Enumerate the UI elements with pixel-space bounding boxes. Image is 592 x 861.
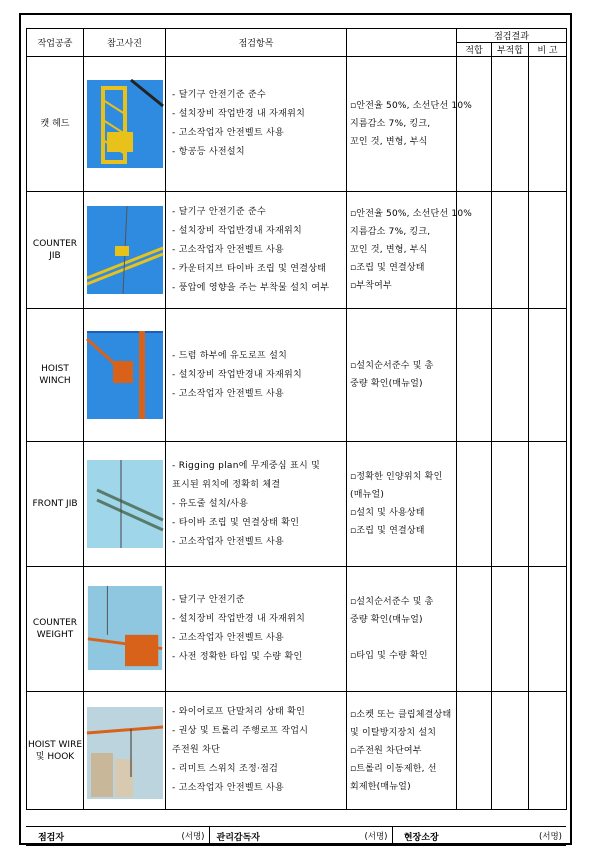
stage-cell <box>27 192 84 309</box>
check-item: - 설치장비 작업반경내 자재위치 <box>172 369 302 380</box>
stage-label: HOIST WIRE <box>27 739 83 750</box>
criteria-line: ▫주전원 차단여부 <box>350 745 422 756</box>
crane-counter-jib-photo <box>84 192 166 309</box>
criteria-line: (매뉴얼) <box>350 490 385 500</box>
supervisor-label: 관리감독자 <box>209 827 267 846</box>
inspection-row <box>27 57 567 192</box>
check-items-cell <box>166 442 347 567</box>
criteria-line: ▫설치 및 사용상태 <box>350 508 425 518</box>
inspector-label: 점검자 <box>26 827 76 846</box>
manager-sign[interactable]: (서명) <box>450 827 566 846</box>
check-item: - 타이바 조립 및 연결상태 확인 <box>172 517 300 528</box>
criteria-cell <box>347 57 473 192</box>
stage-label: FRONT JIB <box>32 499 78 509</box>
stage-cell <box>27 567 84 692</box>
check-item: - 고소작업자 안전벨트 사용 <box>172 633 284 643</box>
criteria-line: ▫소켓 또는 클립체결상태 <box>350 709 452 720</box>
check-item: - 설치장비 작업반경내 자재위치 <box>172 225 302 236</box>
supervisor-sign[interactable]: (서명) <box>267 827 392 846</box>
header-items: 점검항목 <box>166 29 347 57</box>
pass-checkbox-cell[interactable] <box>457 57 492 192</box>
fail-checkbox-cell[interactable] <box>492 309 529 442</box>
pass-checkbox-cell[interactable] <box>457 309 492 442</box>
criteria-line: ▫트롤리 이동제한, 선 <box>350 763 437 774</box>
criteria-line: 중량 확인(매뉴얼) <box>350 379 423 389</box>
pass-checkbox-cell[interactable] <box>457 442 492 567</box>
check-item: - 드럼 하부에 유도로프 설치 <box>172 350 288 361</box>
check-items-cell <box>166 57 347 192</box>
inspection-row <box>27 309 567 442</box>
check-item: - 달기구 안전기준 준수 <box>172 90 266 100</box>
inspection-row <box>27 567 567 692</box>
note-cell[interactable] <box>529 57 567 192</box>
stage-label: 캣 헤드 <box>40 119 70 129</box>
stage-cell <box>27 57 84 192</box>
inspection-row <box>27 192 567 309</box>
stage-label: COUNTER <box>32 239 78 249</box>
check-item: - 사전 정확한 타입 및 수량 확인 <box>172 652 303 662</box>
check-item: - 풍압에 영향을 주는 부착물 설치 여부 <box>172 282 330 293</box>
criteria-line: ▫타입 및 수량 확인 <box>350 651 428 661</box>
check-item: - Rigging plan에 무게중심 표시 및 <box>172 460 321 471</box>
check-item: - 설치장비 작업반경 내 자재위치 <box>172 614 306 624</box>
check-items-cell <box>166 692 347 810</box>
note-cell[interactable] <box>529 309 567 442</box>
fail-checkbox-cell[interactable] <box>492 692 529 810</box>
counter-weight-photo <box>84 567 166 692</box>
check-item: - 카운터지브 타이바 조립 및 연결상태 <box>172 263 327 274</box>
header-stage: 작업공종 <box>27 29 84 57</box>
hoist-wire-hook-photo <box>84 692 166 810</box>
header-fail: 부적합 <box>492 43 529 57</box>
criteria-line: 꼬인 것, 변형, 부식 <box>350 137 428 147</box>
inspector-sign[interactable]: (서명) <box>76 827 209 846</box>
stage-cell <box>27 442 84 567</box>
criteria-line: 중량 확인(매뉴얼) <box>350 615 423 625</box>
check-item: 주전원 차단 <box>172 745 221 755</box>
check-items-cell <box>166 567 347 692</box>
check-item: - 항공등 사전설치 <box>172 147 245 157</box>
criteria-cell <box>347 442 457 567</box>
manager-label: 현장소장 <box>392 827 450 846</box>
check-item: - 고소작업자 안전벨트 사용 <box>172 388 284 399</box>
fail-checkbox-cell[interactable] <box>492 57 529 192</box>
criteria-line: 지름감소 7%, 킹크, <box>350 227 431 237</box>
criteria-line: ▫설치순서준수 및 총 <box>350 361 434 371</box>
criteria-line: 회제한(매뉴얼) <box>350 781 411 792</box>
note-cell[interactable] <box>529 192 567 309</box>
front-jib-photo <box>84 442 166 567</box>
criteria-line: 꼬인 것, 변형, 부식 <box>350 245 428 255</box>
check-item: - 고소작업자 안전벨트 사용 <box>172 128 284 138</box>
check-item: - 와이어로프 단말처리 상태 확인 <box>172 707 306 717</box>
criteria-line <box>350 629 456 647</box>
check-items-cell <box>166 192 347 309</box>
stage-label: COUNTER <box>32 618 78 628</box>
signature-row <box>26 826 566 846</box>
stage-cell <box>27 309 84 442</box>
criteria-line: ▫조립 및 연결상태 <box>350 526 425 536</box>
note-cell[interactable] <box>529 692 567 810</box>
inspection-table <box>26 28 567 810</box>
inspection-sheet <box>19 13 572 845</box>
check-item: - 달기구 안전기준 준수 <box>172 206 266 217</box>
check-item: 표시된 위치에 정확히 체결 <box>172 479 281 490</box>
criteria-cell <box>347 192 473 309</box>
pass-checkbox-cell[interactable] <box>457 692 492 810</box>
inspection-row <box>27 692 567 810</box>
stage-label: HOIST WINCH <box>39 364 71 386</box>
crane-cat-head-photo <box>84 57 166 192</box>
stage-label: WEIGHT <box>36 630 74 640</box>
criteria-line: ▫안전율 50%, 소선단선 10% <box>350 209 473 219</box>
check-item: - 달기구 안전기준 <box>172 595 245 605</box>
check-item: - 권상 및 트롤리 주행로프 작업시 <box>172 726 309 736</box>
fail-checkbox-cell[interactable] <box>492 192 529 309</box>
criteria-line: ▫안전율 50%, 소선단선 10% <box>350 101 473 111</box>
stage-cell <box>27 692 84 810</box>
inspection-row <box>27 442 567 567</box>
stage-label: 및 HOOK <box>35 751 75 762</box>
fail-checkbox-cell[interactable] <box>492 442 529 567</box>
criteria-line: ▫정확한 인양위치 확인 <box>350 472 443 482</box>
criteria-line: ▫부착여부 <box>350 281 392 291</box>
criteria-line: ▫조립 및 연결상태 <box>350 263 425 273</box>
criteria-cell <box>347 309 457 442</box>
criteria-cell <box>347 692 457 810</box>
header-photo: 참고사진 <box>84 29 166 57</box>
criteria-line: 및 이탈방지장치 설치 <box>350 727 437 738</box>
stage-label: JIB <box>49 251 61 261</box>
check-item: - 유도줄 설치/사용 <box>172 498 249 509</box>
note-cell[interactable] <box>529 567 567 692</box>
header-note: 비 고 <box>529 43 567 57</box>
fail-checkbox-cell[interactable] <box>492 567 529 692</box>
check-items-cell <box>166 309 347 442</box>
hoist-winch-photo <box>84 309 166 442</box>
header-pass: 적합 <box>457 43 492 57</box>
check-item: - 고소작업자 안전벨트 사용 <box>172 536 284 547</box>
header-criteria <box>347 29 457 57</box>
criteria-line: ▫설치순서준수 및 총 <box>350 597 434 607</box>
check-item: - 고소작업자 안전벨트 사용 <box>172 244 284 255</box>
note-cell[interactable] <box>529 442 567 567</box>
check-item: - 고소작업자 안전벨트 사용 <box>172 783 284 793</box>
criteria-line: 지름감소 7%, 킹크, <box>350 119 431 129</box>
check-item: - 설치장비 작업반경 내 자재위치 <box>172 109 306 119</box>
pass-checkbox-cell[interactable] <box>457 567 492 692</box>
header-result: 점검결과 <box>457 29 567 43</box>
criteria-cell <box>347 567 457 692</box>
check-item: - 리미트 스위치 조정·점검 <box>172 764 279 774</box>
